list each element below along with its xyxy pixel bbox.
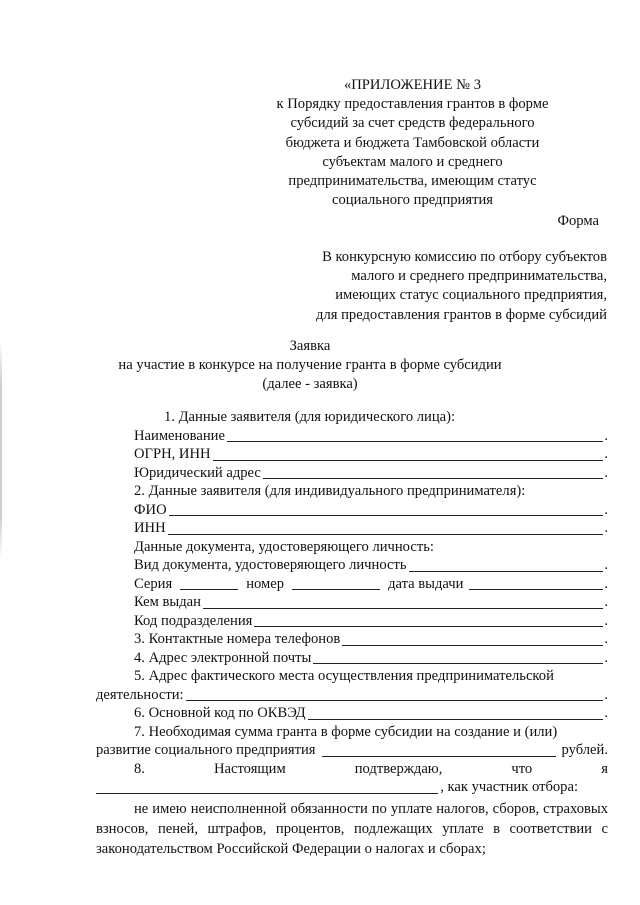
addressee-line: имеющих статус социального предприятия,: [335, 287, 607, 304]
legal-address-input-line[interactable]: [263, 477, 603, 479]
doc-type-field[interactable]: Вид документа, удостоверяющего личность .: [134, 557, 608, 573]
grant-amount-input-line[interactable]: [322, 755, 556, 757]
section-2-heading: 2. Данные заявителя (для индивидуального предпринимателя):: [134, 483, 526, 499]
name-field[interactable]: Наименование .: [134, 427, 608, 444]
addressee-line: малого и среднего предпринимательства,: [351, 268, 607, 285]
dept-code-input-line[interactable]: [254, 625, 603, 627]
obligation-paragraph: не имею неисполненной обязанности по уплате налогов, сборов, страховых взносов, пеней, штрафов, процентов, подлежащих уплате в соответствии с законодательством Российской Федерации о налогах и сборах;: [96, 800, 608, 857]
phones-field[interactable]: 3. Контактные номера телефонов .: [134, 631, 608, 647]
appendix-line: к Порядку предоставления грантов в форме: [276, 96, 549, 113]
title-note: (далее - заявка): [262, 376, 358, 392]
id-document-heading: Данные документа, удостоверяющего личность:: [134, 538, 434, 555]
phones-input-line[interactable]: [342, 644, 603, 646]
inn-input-line[interactable]: [168, 533, 604, 535]
form-body: [96, 408, 608, 859]
addressee-line: для предоставления грантов в форме субсидий: [316, 306, 607, 323]
section-8-line: 8. Настоящим подтверждаю, что я: [134, 760, 608, 777]
section-5-block: [96, 667, 608, 704]
actual-address-input-line[interactable]: [186, 699, 604, 701]
section-5-text: 5. Адрес фактического места осуществления предпринимательской: [134, 668, 554, 684]
form-label: Форма: [557, 213, 599, 229]
legal-address-field[interactable]: Юридический адрес .: [134, 464, 608, 481]
ogrn-inn-input-line[interactable]: [213, 459, 604, 461]
appendix-line: бюджета и бюджета Тамбовской области: [285, 134, 540, 151]
okved-field[interactable]: 6. Основной код по ОКВЭД .: [134, 705, 608, 721]
issued-by-field[interactable]: Кем выдан .: [134, 594, 608, 610]
email-input-line[interactable]: [313, 662, 603, 664]
appendix-title: «ПРИЛОЖЕНИЕ № 3: [343, 77, 482, 93]
addressee-line: В конкурсную комиссию по отбору субъектов: [322, 249, 607, 265]
actual-address-field[interactable]: деятельности: .: [96, 686, 608, 703]
grant-amount-field[interactable]: развитие социального предприятия рублей.: [96, 742, 608, 758]
ogrn-inn-field[interactable]: ОГРН, ИНН .: [134, 446, 608, 462]
addressee-block: [316, 248, 607, 325]
name-input-line[interactable]: [227, 440, 603, 442]
doc-type-input-line[interactable]: [409, 570, 604, 572]
series-number-date-row[interactable]: Серия номер дата выдачи .: [134, 575, 608, 592]
issue-date-input-line[interactable]: [469, 588, 603, 590]
fio-field[interactable]: ФИО .: [134, 501, 608, 518]
participant-name-field[interactable]: , как участник отбора:: [96, 778, 608, 797]
scan-edge-shadow: [0, 340, 2, 560]
appendix-line: предпринимательства, имеющим статус: [288, 173, 537, 190]
okved-input-line[interactable]: [308, 718, 604, 720]
number-input-line[interactable]: [292, 588, 380, 590]
series-input-line[interactable]: [180, 588, 238, 590]
email-field[interactable]: 4. Адрес электронной почты .: [134, 649, 608, 666]
section-7-block: [96, 723, 608, 760]
application-title: [110, 337, 510, 394]
issued-by-input-line[interactable]: [203, 607, 603, 609]
participant-name-input-line[interactable]: [96, 792, 438, 794]
fio-input-line[interactable]: [169, 514, 604, 516]
section-7-text: 7. Необходимая сумма гранта в форме субсидии на создание и (или): [134, 723, 558, 740]
appendix-header: [255, 76, 570, 210]
section-8-block: [96, 760, 608, 859]
title-main: Заявка: [289, 338, 331, 354]
appendix-line: субсидий за счет средств федерального: [290, 115, 535, 132]
appendix-line: социального предприятия: [332, 192, 493, 209]
title-subtitle: на участие в конкурсе на получение гранта в форме субсидии: [118, 357, 502, 373]
dept-code-field[interactable]: Код подразделения .: [134, 612, 608, 629]
appendix-line: субъектам малого и среднего: [322, 153, 503, 170]
section-1-heading: 1. Данные заявителя (для юридического лица):: [164, 409, 456, 425]
inn-field[interactable]: ИНН .: [134, 520, 608, 536]
